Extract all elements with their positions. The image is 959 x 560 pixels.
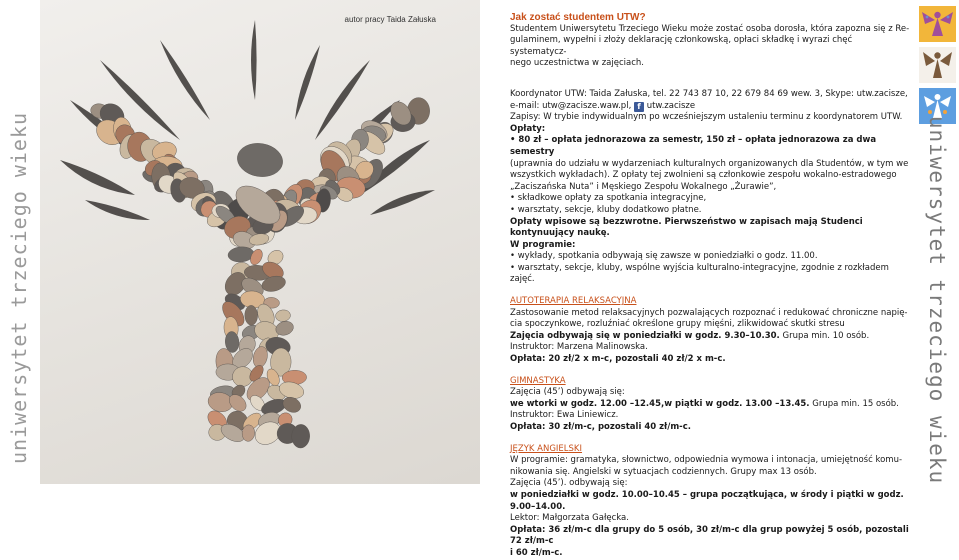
gimnastyka-line-3: Instruktor: Ewa Liniewicz. — [510, 410, 619, 421]
autoterapia-line-3 — [510, 331, 910, 343]
gimnastyka-line-4: Opłata: 30 zł/m-c, pozostali 40 zł/m-c. — [510, 422, 691, 432]
autoterapia-line-1: Zastosowanie metod relaksacyjnych pozwalających rozpoznać i redukować chroniczne napię- — [510, 307, 908, 318]
section-title-gimnastyka: GIMNASTYKA — [510, 375, 566, 386]
intro-line-2: gulaminem, wypełni i złoży deklarację członkowską, opłaci składkę i wyrazi chęć systematycz- — [510, 35, 853, 57]
feather — [370, 190, 435, 215]
gimnastyka-group-size: Grupa min. 15 osób. — [809, 398, 899, 409]
feather — [160, 40, 210, 120]
autoterapia-line-2: cia spoczynkowe, rozluźniać określone grupy mięśni, zlikwidować skutki stresu — [510, 319, 845, 330]
intro-line-3: nego uczestnictwa w zajęciach. — [510, 58, 644, 69]
program-item-1 — [510, 251, 910, 263]
feather — [60, 160, 135, 195]
fee-main-line-2: wszystkich wykładach). Z opłaty tej zwolnieni są członkowie zespołu wokalno-estradowego — [510, 170, 897, 181]
photo-credit: autor pracy Taida Załuska — [344, 15, 436, 24]
left-panel — [0, 0, 480, 484]
section-title-angielski: JĘZYK ANGIELSKI — [510, 443, 583, 454]
fee-bullet-3 — [510, 205, 910, 217]
coordinator-info: Koordynator UTW: Taida Załuska, tel. 22 743 87 10, 22 679 84 69 wew. 3, Skype: utw.zacisze, — [510, 88, 908, 99]
autoterapia-line-5: Opłata: 20 zł/2 x m-c, pozostali 40 zł/2 x m-c. — [510, 354, 726, 365]
program-item-2-text: • warsztaty, sekcje, kluby, wspólne wyjścia kulturalno-integracyjne, zgodnie z rozkładem zajęć. — [510, 263, 889, 285]
program-item-1-text: • wykłady, spotkania odbywają się zawsze w poniedziałki o godz. 11.00. — [510, 251, 818, 261]
angielski-line-1: W programie: gramatyka, słownictwo, odpowiednia wymowa i intonacja, umiejętność komu- — [510, 455, 903, 466]
fee-main-bold: • 80 zł – opłata jednorazowa za semestr, 150 zł – opłata jednorazowa za dwa semestry — [510, 135, 876, 157]
angielski-line-4: w poniedziałki w godz. 10.00–10.45 – grupa początkująca, w środy i piątki w godz. 9.00–14.00. — [510, 489, 904, 512]
angielski-line-5: Lektor: Małgorzata Gałęcka. — [510, 513, 629, 524]
fee-bullet-2-text: • składkowe opłaty za spotkania integracyjne, — [510, 193, 706, 203]
program-label: W programie: — [510, 239, 576, 250]
stone-angel-artwork — [40, 0, 480, 484]
gimnastyka-line-1: Zajęcia (45’) odbywają się: — [510, 387, 625, 398]
main-content — [510, 12, 910, 560]
facebook-icon[interactable]: f — [634, 102, 644, 112]
section-title-autoterapia: AUTOTERAPIA RELAKSACYJNA — [510, 296, 637, 307]
left-vertical-text: uniwersytet trzeciego wieku — [7, 111, 31, 465]
enrollment-info: Zapisy: W trybie indywidualnym po wcześniejszym ustaleniu terminu z koordynatorem UTW. — [510, 112, 903, 123]
brown-stone-angel-logo — [919, 47, 956, 83]
stone — [245, 305, 258, 325]
fee-bullet-3-text: • warsztaty, sekcje, kluby dodatkowo płatne. — [510, 205, 702, 215]
right-vertical-text: uniwersytet trzeciego wieku — [925, 115, 949, 484]
fee-bullet-2 — [510, 193, 910, 205]
fee-main-line-1: (uprawnia do udziału w wydarzeniach kulturalnych organizowanych dla Studentów, w tym we — [510, 158, 909, 169]
fee-main-line-3: „Zaciszańska Nuta” i Męskiego Zespołu Wokalnego „Żurawie”, — [510, 181, 777, 192]
fee-main — [510, 135, 910, 158]
autoterapia-schedule: Zajęcia odbywają się w poniedziałki w godz. 9.30–10.30. — [510, 330, 780, 341]
angielski-line-6: Opłata: 36 zł/m-c dla grupy do 5 osób, 30 zł/m-c dla grup powyżej 5 osób, pozostali 72 zł/m-c — [510, 524, 909, 547]
stone-angel-photo — [40, 0, 480, 484]
facebook-name[interactable]: utw.zacisze — [646, 100, 696, 111]
angielski-line-3: Zajęcia (45’). odbywają się: — [510, 478, 628, 489]
program-item-2 — [510, 263, 910, 286]
fees-label: Opłaty: — [510, 123, 546, 134]
stone — [275, 309, 291, 322]
gimnastyka-schedule: we wtorki w godz. 12.00 –12.45,w piątki w godz. 13.00 –13.45. — [510, 398, 810, 409]
right-vertical-title — [916, 0, 959, 484]
contact-line — [510, 101, 910, 113]
intro-line-1: Studentem Uniwersytetu Trzeciego Wieku może zostać osoba dorosła, która zapozna się z Re- — [510, 23, 910, 34]
feather — [85, 200, 150, 220]
autoterapia-group-size: Grupa min. 10 osób. — [779, 330, 870, 341]
yellow-angel-logo — [919, 6, 956, 42]
feather — [251, 20, 257, 100]
angielski-line-2: nikowania się. Angielski w sytuacjach codziennych. Grupy max 13 osób. — [510, 466, 817, 477]
fee-note: Opłaty wpisowe są bezzwrotne. Pierwszeństwo w zapisach mają Studenci kontynuujący naukę. — [510, 216, 863, 239]
gimnastyka-line-2 — [510, 399, 910, 411]
feather — [295, 45, 320, 120]
autoterapia-line-4: Instruktor: Marzena Malinowska. — [510, 342, 648, 353]
angielski-line-7: i 60 zł/m-c. — [510, 547, 563, 558]
stone — [235, 140, 285, 180]
email-text[interactable]: e-mail: utw@zacisze.waw.pl, — [510, 100, 632, 111]
left-vertical-title — [0, 0, 38, 484]
page-title: Jak zostać studentem UTW? — [510, 12, 646, 23]
